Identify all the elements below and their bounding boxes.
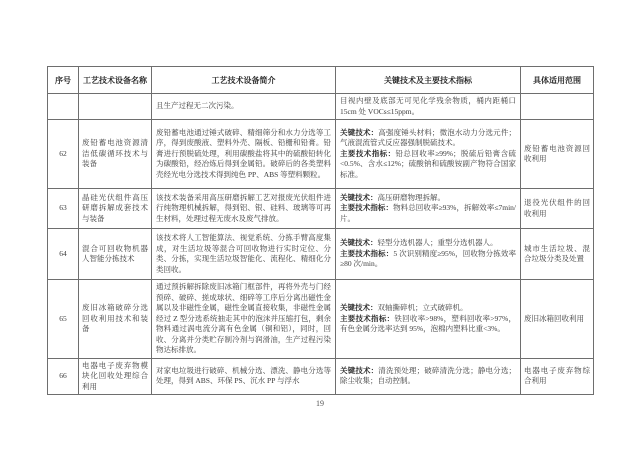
key-tech-text: 高强度锤头材料；微泡水动力分选元件；气液混流管式反应器强制脱硫技术。 — [340, 127, 517, 148]
cell-serial-number: 64 — [48, 229, 79, 280]
table-row-65 — [48, 280, 594, 359]
key-tech-label: 关键技术： — [340, 365, 379, 375]
cell-equipment-name — [79, 94, 152, 120]
cell-serial-number — [48, 94, 79, 120]
table-row-64 — [48, 229, 594, 280]
cell-intro: 该技术将人工智能算法、视觉系统、分拣手臂高度集成，对生活垃圾等混合可回收物进行实时定位、分类、分拣，实现生活垃圾智能化、流程化、精细化分类回收。 — [152, 229, 336, 280]
col-header-scope: 具体适用范围 — [521, 67, 594, 94]
main-indicator-text: 铅总回收率≥99%；脱硫后铅膏含硫<0.5%、含水≤12%；硫酸钠和硫酸铵副产物符合国家标准。 — [340, 148, 516, 179]
cell-scope: 城市生活垃圾、混合垃圾分类及处置 — [521, 229, 594, 280]
cell-equipment-name: 混合可回收物机器人智能分拣技术 — [79, 229, 152, 280]
key-tech-text: 双轴撕碎机；立式破碎机。 — [377, 303, 468, 312]
col-header-serial: 序号 — [48, 67, 79, 94]
cell-equipment-name: 电器电子废弃物模块化回收处理综合利用 — [79, 358, 152, 395]
table-row-66 — [48, 358, 594, 395]
cell-serial-number: 63 — [48, 189, 79, 229]
col-header-equipment-name: 工艺技术设备名称 — [79, 67, 152, 94]
page-number: 19 — [316, 399, 324, 408]
cell-serial-number: 65 — [48, 280, 79, 359]
key-tech-text: 目视内壁及底部无可见化学残余物质，桶内距桶口 15cm 处 VOCs≤15ppm。 — [340, 96, 516, 116]
col-header-key-tech: 关键技术及主要技术指标 — [336, 67, 521, 94]
cell-intro: 且生产过程无二次污染。 — [152, 94, 336, 120]
col-header-intro: 工艺技术设备简介 — [152, 67, 336, 94]
main-indicator-label: 主要技术指标： — [340, 203, 394, 213]
main-indicator-label: 主要技术指标： — [340, 248, 394, 258]
cell-intro: 通过预拆解拆除废旧冰箱门框部件，再将外壳与门经预碎、破碎、搓成球状、细碎等工序后分离出磁性金属以及非磁性金属，磁性金属直接收集，非磁性金属经过 Z 型分选系统抽走其中的泡沫并压缩打包，剩余物料通过涡电流分离有色金属（铜和铝），同时，回收、分离并分类贮存制冷剂与润滑油，生产过程污染物达标排放。 — [152, 280, 336, 359]
tech-equipment-table — [47, 66, 594, 395]
cell-equipment-name: 废铅蓄电池资源清洁低碳循环技术与装备 — [79, 120, 152, 189]
key-tech-text: 轻型分选机器人；重型分选机器人。 — [377, 238, 498, 248]
key-tech-label: 关键技术： — [340, 127, 379, 137]
table-row-continued — [48, 94, 594, 120]
cell-serial-number: 62 — [48, 120, 79, 189]
table-header-row — [48, 67, 594, 94]
cell-serial-number: 66 — [48, 358, 79, 395]
main-indicator-text: 5 次识别精度≥95%，回收物分拣效率≥80 次/min。 — [340, 248, 516, 269]
main-indicator-label: 主要技术指标： — [340, 313, 395, 323]
key-tech-text: 清洗预处理；破碎清洗分选；静电分选；除尘收集；自动控制。 — [340, 365, 517, 386]
cell-intro: 该技术装备采用高压研磨拆解工艺对报废光伏组件进行纯物理机械拆解，得到铝、银、硅料、玻璃等可再生材料，处理过程无废水及废气排放。 — [152, 189, 336, 229]
key-tech-label: 关键技术： — [340, 238, 378, 248]
cell-key-tech — [336, 189, 521, 229]
cell-equipment-name: 晶硅光伏组件高压研磨拆解成套技术与装备 — [79, 189, 152, 229]
key-tech-label: 关键技术： — [340, 192, 378, 202]
key-tech-text: 高压研磨物理拆解。 — [377, 192, 445, 202]
cell-scope: 废铅蓄电池资源回收利用 — [521, 120, 594, 189]
cell-intro: 对家电垃圾进行破碎、机械分选、漂洗、静电分选等处理，得到 ABS、环保 PS、沉水 PP 与浮水 — [152, 358, 336, 395]
cell-scope — [521, 94, 594, 120]
main-indicator-label: 主要技术指标： — [340, 148, 396, 158]
cell-intro: 废铅蓄电池通过锤式破碎、精细筛分和水力分选等工序，得到废酸液、塑料外壳、隔板、铅栅和铅膏。铅膏进行预脱硫处理，利用碳酸盐将其中的硫酸铅转化为碳酸铅，经冶炼后得到金属铅。破碎后的各类塑料壳经光电分选技术得到纯色 PP、ABS 等塑料颗粒。 — [152, 120, 336, 189]
main-indicator-text: 物料总回收率≥93%，拆解效率≤7min/片。 — [340, 203, 517, 223]
cell-key-tech — [336, 94, 521, 120]
table-row-63 — [48, 189, 594, 229]
cell-equipment-name: 废旧冰箱破碎分选回收利用技术和装备 — [79, 280, 152, 359]
key-tech-label: 关键技术： — [340, 303, 378, 312]
main-indicator-text: 铁回收率>98%，塑料回收率>97%，有色金属分选率达到 95%，泡棉内塑料比重<3%。 — [340, 313, 516, 333]
cell-key-tech — [336, 229, 521, 280]
cell-key-tech — [336, 358, 521, 395]
cell-scope: 废旧冰箱回收利用 — [521, 280, 594, 359]
cell-key-tech — [336, 280, 521, 359]
table-row-62 — [48, 120, 594, 189]
cell-key-tech — [336, 120, 521, 189]
cell-scope: 电器电子废弃物综合利用 — [521, 358, 594, 395]
cell-scope: 退役光伏组件的回收利用 — [521, 189, 594, 229]
